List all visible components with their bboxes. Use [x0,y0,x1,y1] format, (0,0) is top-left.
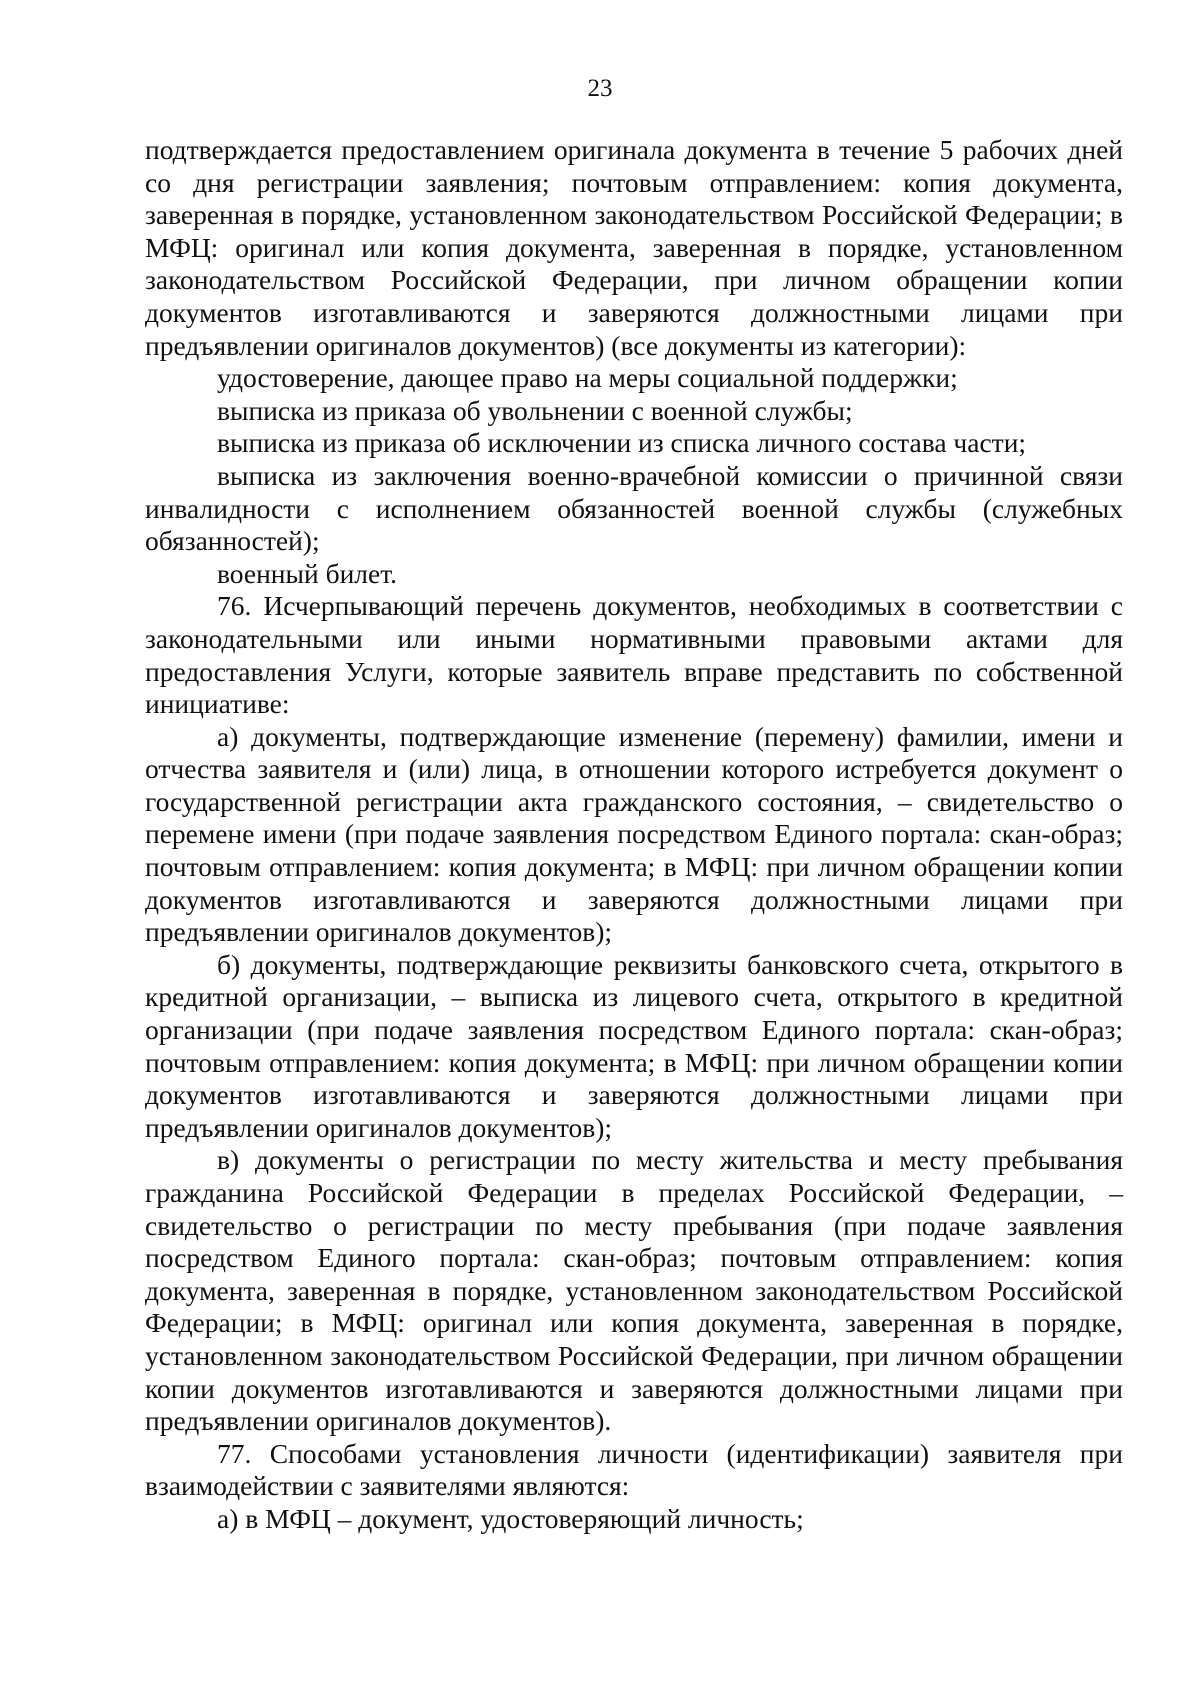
clause-76: 76. Исчерпывающий перечень документов, необходимых в соответствии с законодательными или иными нормативными правовыми актами для предоставления Услуги, которые заявитель вправе представить по собственной инициативе: [145,590,1123,720]
document-body [145,134,1123,1536]
clause-76-v: в) документы о регистрации по месту жительства и месту пребывания гражданина Российской Федерации в пределах Российской Федерации, – свидетельство о регистрации по месту пребывания (при подаче заявления посредством Единого портала: скан-образ; почтовым отправлением: копия документа, заверенная в порядке, установленном законодательством Российской Федерации; в МФЦ: оригинал или копия документа, заверенная в порядке, установленном законодательством Российской Федерации, при личном обращении копии документов изготавливаются и заверяются должностными лицами при предъявлении оригиналов документов). [145,1144,1123,1437]
clause-77-a: а) в МФЦ – документ, удостоверяющий личность; [217,1502,804,1534]
page-number: 23 [587,75,613,102]
paragraph-continuation: подтверждается предоставлением оригинала документа в течение 5 рабочих дней со дня регистрации заявления; почтовым отправлением: копия документа, заверенная в порядке, установленном законодательством Российской Федерации; в МФЦ: оригинал или копия документа, заверенная в порядке, установленном законодательством Российской Федерации, при личном обращении копии документов изготавливаются и заверяются должностными лицами при предъявлении оригиналов документов) (все документы из категории): [145,134,1123,361]
clause-77: 77. Способами установления личности (идентификации) заявителя при взаимодействии с заявителями являются: [145,1437,1123,1502]
clause-76-a: а) документы, подтверждающие изменение (перемену) фамилии, имени и отчества заявителя и (или) лица, в отношении которого истребуется документ о государственной регистрации акта гражданского состояния, – свидетельство о перемене имени (при подаче заявления посредством Единого портала: скан-образ; почтовым отправлением: копия документа; в МФЦ: при личном обращении копии документов изготавливаются и заверяются должностными лицами при предъявлении оригиналов документов); [145,720,1123,948]
list-item-exclusion-order: выписка из приказа об исключении из списка личного состава части; [217,427,1027,459]
list-item-military-id: военный билет. [217,557,398,589]
list-item-medical-commission: выписка из заключения военно-врачебной комиссии о причинной связи инвалидности с исполнением обязанностей военной службы (служебных обязанностей); [145,459,1123,557]
clause-76-b: б) документы, подтверждающие реквизиты банковского счета, открытого в кредитной организации, – выписка из лицевого счета, открытого в кредитной организации (при подаче заявления посредством Единого портала: скан-образ; почтовым отправлением: копия документа; в МФЦ: при личном обращении копии документов изготавливаются и заверяются должностными лицами при предъявлении оригиналов документов); [145,948,1123,1143]
list-item-certificate: удостоверение, дающее право на меры социальной поддержки; [217,362,958,394]
list-item-discharge-order: выписка из приказа об увольнении с военной службы; [217,394,853,426]
